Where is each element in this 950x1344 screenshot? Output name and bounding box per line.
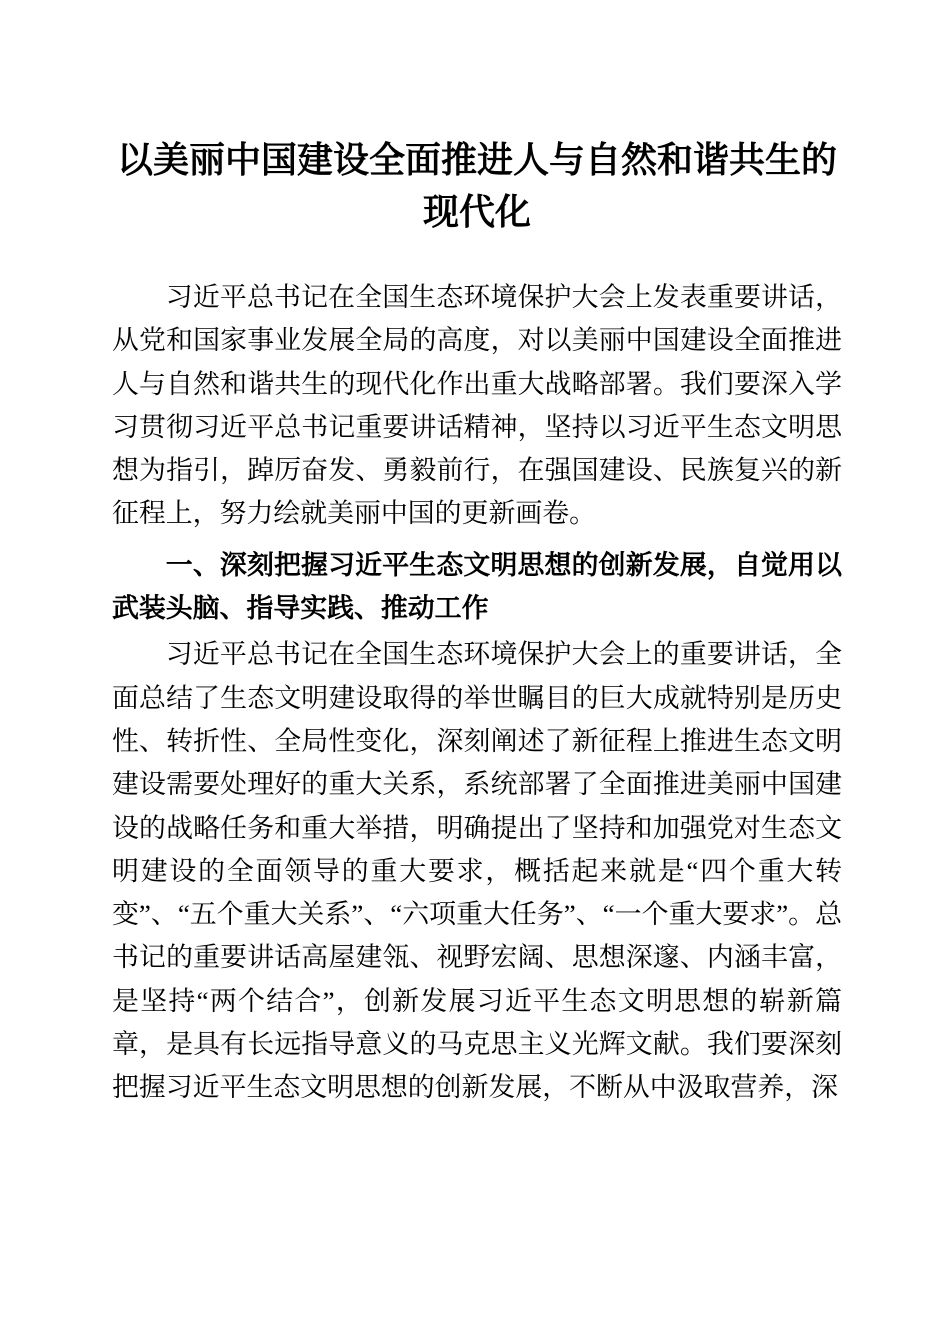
section-heading-1: 一、深刻把握习近平生态文明思想的创新发展，自觉用以武装头脑、指导实践、推动工作 [112,549,842,624]
paragraph-intro: 习近平总书记在全国生态环境保护大会上发表重要讲话，从党和国家事业发展全局的高度，对以美丽中国建设全面推进人与自然和谐共生的现代化作出重大战略部署。我们要深入学习贯彻习近平总书记重要讲话精神，坚持以习近平生态文明思想为指引，踔厉奋发、勇毅前行，在强国建设、民族复兴的新征程上，努力绘就美丽中国的更新画卷。 [112,282,842,529]
document-title: 以美丽中国建设全面推进人与自然和谐共生的现代化 [116,140,837,232]
paragraph-section-1: 习近平总书记在全国生态环境保护大会上的重要讲话，全面总结了生态文明建设取得的举世瞩目的巨大成就特别是历史性、转折性、全局性变化，深刻阐述了新征程上推进生态文明建设需要处理好的重大关系，系统部署了全面推进美丽中国建设的战略任务和重大举措，明确提出了坚持和加强党对生态文明建设的全面领导的重大要求，概括起来就是“四个重大转变”、“五个重大关系”、“六项重大任务”、“一个重大要求”。总书记的重要讲话高屋建瓴、视野宏阔、思想深邃、内涵丰富，是坚持“两个结合”，创新发展习近平生态文明思想的崭新篇章，是具有长远指导意义的马克思主义光辉文献。我们要深刻把握习近平生态文明思想的创新发展，不断从中汲取营养，深 [112,639,842,1103]
